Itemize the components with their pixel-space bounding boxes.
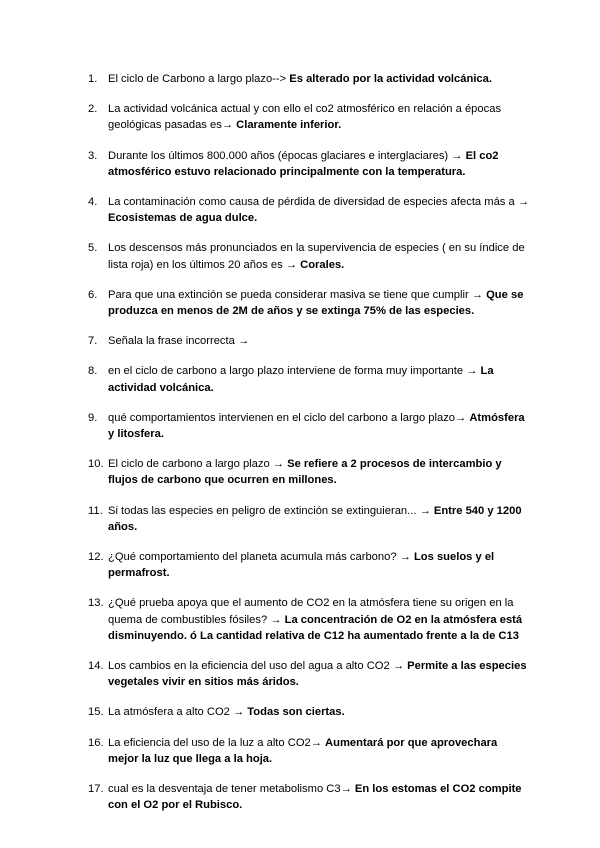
list-item (90, 781, 530, 813)
list-item (90, 194, 530, 226)
answer-text: Corales. (300, 258, 345, 271)
question-text: Para que una extinción se pueda considerar masiva se tiene que cumplir → (108, 288, 487, 301)
answer-text: La concentración de O2 en la atmósfera está disminuyendo. ó La cantidad relativa de C12 ha aumentado frente a la de C13 (108, 613, 523, 642)
answer-text: Permite a las especies vegetales vivir en sitios más áridos. (108, 660, 527, 689)
answer-text: Que se produzca en menos de 2M de años y se extinga 75% de las especies. (108, 288, 524, 318)
list-item (90, 287, 530, 319)
list-item (90, 71, 530, 87)
list-item (90, 148, 530, 180)
answer-text: Es alterado por la actividad volcánica. (289, 73, 492, 85)
answer-text: Aumentará por que aprovechara mejor la luz que llega a la hoja. (108, 736, 498, 765)
item-number: 10. (88, 458, 104, 471)
answer-text: Todas son ciertas. (247, 706, 345, 719)
answer-text: Claramente inferior. (236, 119, 342, 132)
answer-text: Los suelos y el permafrost. (108, 551, 495, 580)
question-text: La contaminación como causa de pérdida de diversidad de especies afecta más a → (108, 196, 530, 209)
item-number: 14. (88, 660, 104, 673)
list-item (90, 503, 530, 535)
item-number: 7. (88, 335, 98, 348)
item-number: 2. (88, 103, 98, 116)
list-item (90, 363, 530, 395)
list-item (90, 101, 530, 133)
question-text: Los descensos más pronunciados en la supervivencia de especies ( en su índice de lista roja) en los últimos 20 años es → (108, 242, 525, 271)
item-number: 17. (88, 783, 104, 796)
question-text: qué comportamientos intervienen en el ciclo del carbono a largo plazo→ (108, 411, 470, 424)
question-text: El ciclo de carbono a largo plazo → (108, 458, 288, 471)
question-text: cual es la desventaja de tener metabolismo C3→ (108, 783, 355, 796)
question-answer-list (90, 71, 530, 814)
question-text: La eficiencia del uso de la luz a alto CO2→ (108, 736, 326, 749)
item-number: 8. (88, 365, 98, 378)
item-number: 16. (88, 736, 104, 749)
item-number: 15. (88, 706, 104, 719)
list-item (90, 549, 530, 581)
list-item (90, 456, 530, 488)
question-text: Si todas las especies en peligro de extinción se extinguieran... → (108, 504, 434, 517)
answer-text: La actividad volcánica. (108, 365, 494, 394)
list-item (90, 658, 530, 690)
answer-text: Se refiere a 2 procesos de intercambio y flujos de carbono que ocurren en millones. (108, 458, 502, 487)
item-number: 3. (88, 149, 98, 162)
list-item (90, 240, 530, 272)
item-number: 13. (88, 597, 104, 610)
list-item (90, 410, 530, 442)
answer-text: Ecosistemas de agua dulce. (108, 212, 258, 225)
question-text: La actividad volcánica actual y con ello el co2 atmosférico en relación a épocas geológicas pasadas es→ (108, 103, 502, 132)
question-text: Durante los últimos 800.000 años (épocas glaciares e interglaciares) → (108, 149, 466, 162)
list-item (90, 704, 530, 720)
question-text: ¿Qué prueba apoya que el aumento de CO2 en la atmósfera tiene su origen en la quema de combustibles fósiles? → (108, 597, 514, 626)
question-text: La atmósfera a alto CO2 → (108, 706, 248, 719)
answer-text: Atmósfera y litosfera. (108, 411, 525, 441)
list-item (90, 333, 530, 349)
question-text: El ciclo de Carbono a largo plazo--> (108, 73, 290, 85)
list-item (90, 735, 530, 767)
item-number: 12. (88, 551, 104, 564)
item-number: 5. (88, 242, 98, 255)
answer-text: En los estomas el CO2 compite con el O2 por el Rubisco. (108, 783, 522, 812)
list-item (90, 595, 530, 644)
item-number: 11. (88, 504, 103, 517)
item-number: 1. (88, 73, 98, 85)
item-number: 6. (88, 288, 98, 301)
question-text: Señala la frase incorrecta → (108, 335, 250, 348)
question-text: Los cambios en la eficiencia del uso del agua a alto CO2 → (108, 660, 408, 673)
item-number: 4. (88, 196, 98, 209)
answer-text: El co2 atmosférico estuvo relacionado principalmente con la temperatura. (108, 149, 499, 178)
question-text: en el ciclo de carbono a largo plazo interviene de forma muy importante → (108, 365, 481, 378)
question-text: ¿Qué comportamiento del planeta acumula más carbono? → (108, 551, 414, 564)
answer-text: Entre 540 y 1200 años. (108, 504, 522, 533)
item-number: 9. (88, 411, 98, 424)
